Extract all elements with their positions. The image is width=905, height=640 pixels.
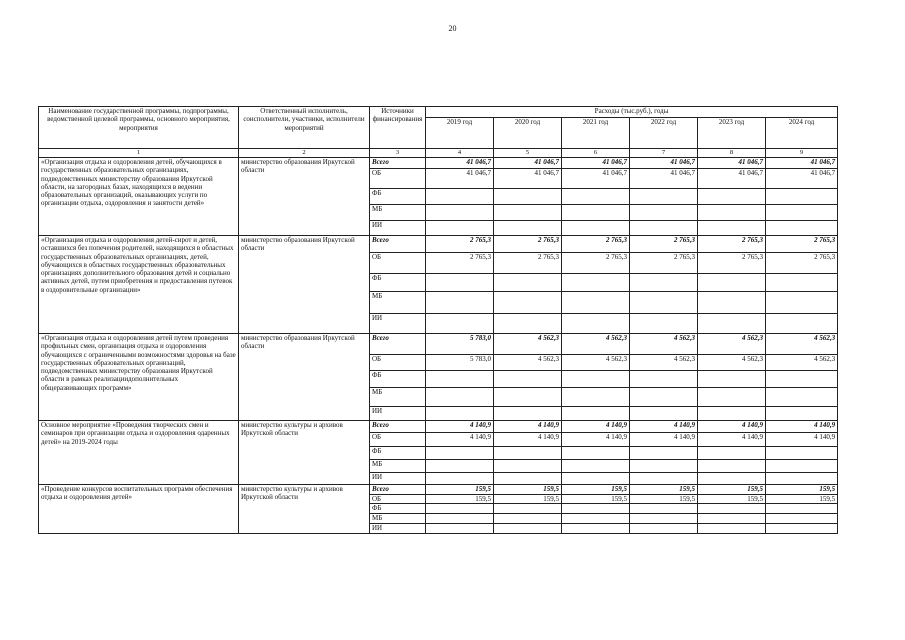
expense-value [426,407,494,421]
page-number: 20 [448,24,457,33]
funding-source: ИИ [370,524,426,534]
expense-value: 4 562,3 [630,355,698,371]
expense-value: 41 046,7 [426,169,494,189]
expense-value [494,274,562,292]
funding-source: ОБ [370,169,426,189]
expense-value: 159,5 [766,495,838,504]
expense-value [630,407,698,421]
column-number: 5 [494,149,562,158]
expense-value: 2 765,3 [630,253,698,274]
expense-value [562,473,630,485]
expense-value [562,407,630,421]
expense-value [426,274,494,292]
header-year: 2021 год [562,118,630,149]
expense-value [494,189,562,205]
responsible-executor: министерство культуры и архивов Иркутской области [239,485,370,534]
expense-value: 4 140,9 [494,433,562,447]
expense-value [494,388,562,407]
expense-value [766,514,838,524]
expense-value: 2 765,3 [494,253,562,274]
expense-value [494,371,562,388]
funding-source: МБ [370,205,426,221]
expense-value: 4 140,9 [630,433,698,447]
funding-source: ФБ [370,504,426,514]
expense-value [562,371,630,388]
responsible-executor: министерство образования Иркутской области [239,158,370,236]
funding-source: ОБ [370,495,426,504]
expense-value [562,292,630,314]
column-number: 9 [766,149,838,158]
expense-value [630,473,698,485]
expense-value [562,205,630,221]
expense-value [630,524,698,534]
expense-value: 4 140,9 [562,421,630,433]
table-row-total [39,334,838,355]
table-row-total [39,236,838,253]
funding-source: ФБ [370,371,426,388]
expense-value [698,460,766,473]
expense-value [562,460,630,473]
expense-value [766,221,838,236]
expense-value [426,447,494,460]
expense-value [562,524,630,534]
expense-value [630,189,698,205]
expense-value [562,514,630,524]
event-name: «Организация отдыха и оздоровления детей-сирот и детей, оставшихся без попечения родителей, находящихся в областных государственных образовательных организациях, детей, обучающихся в областных государственных образовательных организациях дополнительного образования детей и социально активных детей, путем приобретения и предоставления путевок в оздоровительные организации» [39,236,239,334]
expense-value [562,388,630,407]
funding-source: МБ [370,292,426,314]
funding-source: ИИ [370,473,426,485]
funding-source: ОБ [370,433,426,447]
expense-value [426,514,494,524]
expense-value [698,371,766,388]
expense-value [766,388,838,407]
expense-value [630,205,698,221]
funding-source: ИИ [370,407,426,421]
expense-value [630,388,698,407]
expense-value: 159,5 [494,495,562,504]
expense-value [562,447,630,460]
table-row-total [39,158,838,169]
expense-value [494,292,562,314]
expense-value: 4 140,9 [766,433,838,447]
expense-value: 4 562,3 [562,355,630,371]
expense-value: 159,5 [630,485,698,495]
funding-source: ФБ [370,274,426,292]
expense-value: 4 562,3 [698,355,766,371]
column-number: 3 [370,149,426,158]
expense-value [562,274,630,292]
expense-value [698,205,766,221]
expense-value [562,314,630,334]
expense-value: 4 140,9 [698,433,766,447]
funding-source: Всего [370,236,426,253]
expense-value: 41 046,7 [766,158,838,169]
column-number: 1 [39,149,239,158]
expense-value: 2 765,3 [698,253,766,274]
expense-value [426,460,494,473]
expense-value: 159,5 [698,485,766,495]
expense-value [494,460,562,473]
header-responsible: Ответственный исполнитель, соисполнители, участники, исполнители мероприятий [239,107,370,149]
expense-value [494,314,562,334]
expense-value [562,504,630,514]
header-year: 2023 год [698,118,766,149]
expense-value [698,189,766,205]
funding-source: Всего [370,421,426,433]
header-source: Источники финансирования [370,107,426,149]
funding-source: МБ [370,460,426,473]
funding-source: Всего [370,158,426,169]
funding-source: ИИ [370,221,426,236]
expense-value: 159,5 [766,485,838,495]
expense-value [426,292,494,314]
budget-table [38,106,838,534]
expense-value: 4 140,9 [766,421,838,433]
expense-value [698,221,766,236]
column-number: 7 [630,149,698,158]
expense-value: 41 046,7 [562,158,630,169]
table-header [39,107,838,158]
header-expenses: Расходы (тыс.руб.), годы [426,107,838,118]
expense-value [698,292,766,314]
column-number-row [39,149,838,158]
header-year: 2024 год [766,118,838,149]
expense-value: 41 046,7 [630,158,698,169]
expense-value [766,274,838,292]
funding-source: Всего [370,485,426,495]
expense-value [426,189,494,205]
funding-source: ФБ [370,447,426,460]
expense-value: 41 046,7 [494,158,562,169]
expense-value: 4 140,9 [426,433,494,447]
expense-value: 4 562,3 [494,355,562,371]
event-name: «Проведение конкурсов воспитательных программ обеспечения отдыха и оздоровления детей» [39,485,239,534]
column-number: 8 [698,149,766,158]
expense-value [494,221,562,236]
expense-value [426,314,494,334]
expense-value: 41 046,7 [698,158,766,169]
expense-value: 4 140,9 [698,421,766,433]
column-number: 4 [426,149,494,158]
expense-value [494,205,562,221]
expense-value: 4 140,9 [426,421,494,433]
responsible-executor: министерство образования Иркутской области [239,236,370,334]
expense-value: 2 765,3 [562,253,630,274]
expense-value [630,274,698,292]
responsible-executor: министерство культуры и архивов Иркутской области [239,421,370,485]
column-number: 6 [562,149,630,158]
expense-value [766,460,838,473]
expense-value [766,371,838,388]
expense-value: 159,5 [562,495,630,504]
expense-value [766,205,838,221]
expense-value: 2 765,3 [562,236,630,253]
expense-value [426,473,494,485]
expense-value: 4 140,9 [630,421,698,433]
funding-source: МБ [370,514,426,524]
expense-value: 4 140,9 [562,433,630,447]
expense-value [426,205,494,221]
expense-value [698,524,766,534]
expense-value [494,504,562,514]
expense-value [426,524,494,534]
expense-value: 41 046,7 [562,169,630,189]
expense-value: 4 562,3 [630,334,698,355]
header-year: 2019 год [426,118,494,149]
table-row-total [39,485,838,495]
column-number: 2 [239,149,370,158]
expense-value: 159,5 [426,495,494,504]
expense-value: 2 765,3 [494,236,562,253]
expense-value [630,292,698,314]
expense-value: 4 562,3 [562,334,630,355]
expense-value: 41 046,7 [494,169,562,189]
expense-value [426,504,494,514]
responsible-executor: министерство образования Иркутской области [239,334,370,421]
expense-value: 5 783,0 [426,355,494,371]
header-name: Наименование государственной программы, подпрограммы, ведомственной целевой программы, основного мероприятия, мероприятия [39,107,239,149]
expense-value: 4 562,3 [698,334,766,355]
funding-source: ОБ [370,355,426,371]
expense-value: 159,5 [630,495,698,504]
expense-value [426,388,494,407]
funding-source: МБ [370,388,426,407]
expense-value [766,447,838,460]
expense-value: 2 765,3 [766,253,838,274]
expense-value: 2 765,3 [766,236,838,253]
expense-value [766,314,838,334]
expense-value [698,407,766,421]
expense-value [698,504,766,514]
expense-value [494,407,562,421]
expense-value [494,524,562,534]
header-year: 2022 год [630,118,698,149]
expense-value [494,514,562,524]
expense-value: 159,5 [426,485,494,495]
event-name: Основное мероприятие «Проведения творческих смен и семинаров при организации отдыха и оздоровления одаренных детей» на 2019-2024 годы [39,421,239,485]
expense-value: 5 783,0 [426,334,494,355]
expense-value [766,504,838,514]
expense-value [562,189,630,205]
expense-value [766,473,838,485]
expense-value [562,221,630,236]
table-body [39,158,838,534]
expense-value [630,447,698,460]
expense-value: 159,5 [562,485,630,495]
expense-value [698,314,766,334]
expense-value [630,371,698,388]
funding-source: ИИ [370,314,426,334]
expense-value [766,292,838,314]
header-year: 2020 год [494,118,562,149]
expense-value [698,447,766,460]
expense-value: 159,5 [698,495,766,504]
expense-value: 2 765,3 [426,253,494,274]
table-row-total [39,421,838,433]
expense-value [494,473,562,485]
expense-value: 2 765,3 [426,236,494,253]
expense-value: 2 765,3 [698,236,766,253]
expense-value [698,274,766,292]
expense-value [698,473,766,485]
expense-value: 41 046,7 [426,158,494,169]
expense-value: 4 562,3 [494,334,562,355]
funding-source: ФБ [370,189,426,205]
expense-value [630,460,698,473]
expense-value [698,388,766,407]
expense-value [630,514,698,524]
expense-value [766,407,838,421]
expense-value [630,221,698,236]
event-name: «Организация отдыха и оздоровления детей, обучающихся в государственных образовательных организациях, подведомственных министерству образования Иркутской области, на загородных базах, находящихся в ведении образовательных организаций, оказывающих услуги по организации отдыха, оздоровления и занятости детей» [39,158,239,236]
expense-value: 41 046,7 [698,169,766,189]
expense-value [766,524,838,534]
expense-value: 4 562,3 [766,355,838,371]
expense-value [698,514,766,524]
expense-value [426,221,494,236]
expense-value [494,447,562,460]
expense-value: 4 562,3 [766,334,838,355]
expense-value: 2 765,3 [630,236,698,253]
expense-value [630,314,698,334]
expense-value: 41 046,7 [766,169,838,189]
funding-source: ОБ [370,253,426,274]
expense-value: 41 046,7 [630,169,698,189]
expense-value: 4 140,9 [494,421,562,433]
expense-value [426,371,494,388]
funding-source: Всего [370,334,426,355]
expense-value [630,504,698,514]
expense-value: 159,5 [494,485,562,495]
event-name: «Организация отдыха и оздоровления детей путем проведения профильных смен, организация отдыха и оздоровления обучающихся с ограниченными возможностями здоровья на базе государственных образовательных организаций, подведомственных министерству образования Иркутской области в рамках реализациидополнительных общеразвивающих программ» [39,334,239,421]
expense-value [766,189,838,205]
